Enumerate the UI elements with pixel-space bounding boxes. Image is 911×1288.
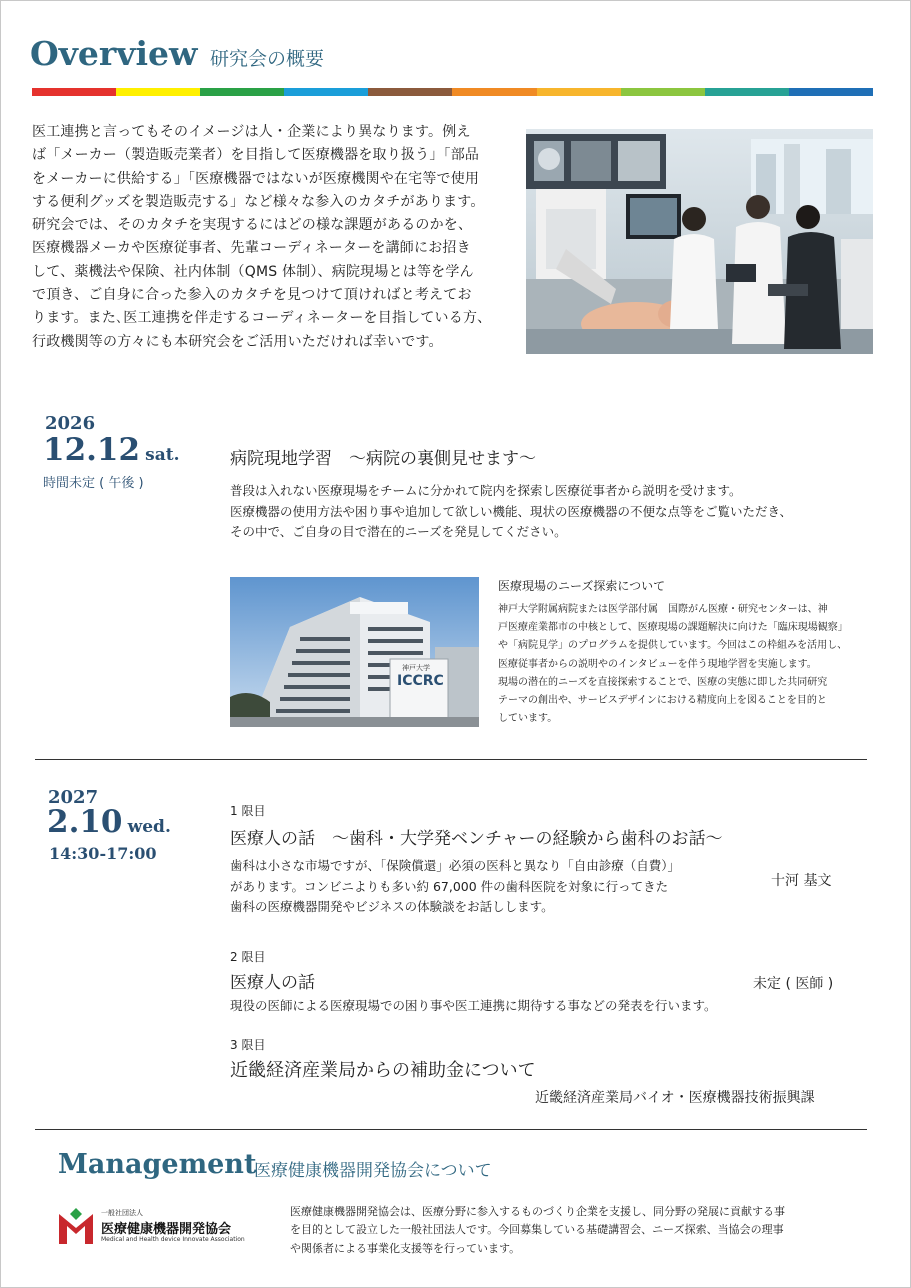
period-1-label: 1 限目 <box>230 804 266 818</box>
event1-date-dow: sat. <box>145 445 180 465</box>
intro-line: ります。また､医工連携を伴走するコーディネーターを目指している方、 <box>32 310 492 327</box>
lab-photo <box>526 129 873 354</box>
period-2-description: 現役の医師による医療現場での困り事や医工連携に期待する事などの発表を行います。 <box>230 998 717 1013</box>
needs-exploration-text <box>498 601 848 728</box>
event1-time: 時間未定 ( 午後 ) <box>43 476 144 491</box>
rainbow-segment <box>116 88 200 96</box>
section-divider <box>35 1129 867 1130</box>
management-line: を目的として設立した一般社団法人です。今回募集している基礎講習会、ニーズ探索、当協会の理事 <box>290 1223 784 1237</box>
period-1-line: 歯科は小さな市場ですが、「保険償還」必須の医科と異なり「自由診療（自費）」 <box>230 858 681 873</box>
period-2-label: 2 限目 <box>230 950 266 964</box>
event2-date-dow: wed. <box>127 817 171 837</box>
event1-desc-line: 医療機器の使用方法や困り事や追加して欲しい機能、現状の医療機器の不便な点等をご覧いただき、 <box>230 503 793 519</box>
sign-iccrc-label: ICCRC <box>397 673 444 689</box>
period-1-description <box>230 856 680 918</box>
rainbow-segment <box>368 88 452 96</box>
event1-year: 2026 <box>45 413 96 434</box>
needs-line: 神戸大学附属病院または医学部付属 国際がん医療・研究センターは、神 <box>498 604 828 615</box>
rainbow-segment <box>537 88 621 96</box>
period-1-speaker: 十河 基文 <box>771 873 832 889</box>
event2-time: 14:30-17:00 <box>49 844 157 863</box>
intro-line: ば「メーカー（製造販売業者）を目指して医療機器を取り扱う」「部品 <box>32 147 480 164</box>
period-3-label: 3 限目 <box>230 1038 266 1052</box>
intro-line: 研究会では、そのカタチを実現するにはどの様な課題があるのかを、 <box>32 217 473 234</box>
event1-description <box>230 481 792 543</box>
intro-line: する便利グッズを製造販売する」など様々な参入のカタチがあります。 <box>32 193 485 210</box>
intro-line: 医療機器メーカや医療従事者、先輩コーディネーターを講師にお招き <box>32 240 471 257</box>
overview-heading: Overview <box>30 34 198 73</box>
intro-line: して、薬機法や保険、社内体制（QMS 体制）、病院現場とは等を学ん <box>32 263 474 280</box>
overview-subheading: 研究会の概要 <box>210 48 325 70</box>
needs-line: 現場の潜在的ニーズを直接探索することで、医療の実態に即した共同研究 <box>498 676 828 688</box>
intro-line: 医工連携と言ってもそのイメージは人・企業により異なります。例え <box>32 124 471 140</box>
event2-year: 2027 <box>48 787 99 808</box>
management-line: や関係者による事業化支援等を行っています。 <box>290 1241 521 1255</box>
sign-university-label: 神戸大学 <box>402 664 430 672</box>
needs-line: 戸医療産業都市の中核として、医療現場の課題解決に向けた「臨床現場観察」 <box>498 622 848 634</box>
section-divider <box>35 759 867 760</box>
logo-org-name: 医療健康機器開発協会 <box>101 1222 232 1237</box>
intro-text <box>32 121 512 354</box>
event1-title: 病院現地学習 ～病院の裏側見せます～ <box>230 449 536 469</box>
event1-date <box>43 432 180 468</box>
rainbow-segment <box>705 88 789 96</box>
hospital-building-photo <box>230 577 479 727</box>
needs-line: テーマの創出や、サービスデザインにおける精度向上を図ることを目的と <box>498 695 827 707</box>
event1-desc-line: その中で、ご自身の目で潜在的ニーズを発見してください。 <box>230 524 567 539</box>
rainbow-segment <box>621 88 705 96</box>
period-1-title: 医療人の話 ～歯科・大学発ベンチャーの経験から歯科のお話～ <box>230 829 723 849</box>
needs-line: や「病院見学」のプログラムを提供しています。今回はこの枠組みを活用し、 <box>498 640 848 652</box>
logo-org-type: 一般社団法人 <box>101 1209 143 1217</box>
rainbow-segment <box>32 88 116 96</box>
rainbow-segment <box>200 88 284 96</box>
rainbow-segment <box>789 88 873 96</box>
logo-org-english: Medical and Health device Innovate Association <box>101 1236 245 1243</box>
association-logo-mark <box>57 1208 95 1246</box>
needs-line: しています。 <box>498 713 558 725</box>
period-2-speaker: 未定 ( 医師 ) <box>753 976 834 992</box>
needs-line: 医療従事者からの説明やのインタビューを伴う現地学習を実施します。 <box>498 658 817 670</box>
event2-date-day: 2.10 <box>47 804 123 840</box>
management-line: 医療健康機器開発協会は、医療分野に参入するものづくり企業を支援し、同分野の発展に貢献する事 <box>290 1205 785 1218</box>
period-1-line: があります。コンビニよりも多い約 67,000 件の歯科医院を対象に行ってきた <box>230 878 669 894</box>
period-3-speaker: 近畿経済産業局バイオ・医療機器技術振興課 <box>535 1090 815 1106</box>
period-3-title: 近畿経済産業局からの補助金について <box>230 1060 536 1081</box>
event1-date-day: 12.12 <box>43 432 141 468</box>
rainbow-segment <box>284 88 368 96</box>
intro-line: 行政機関等の方々にも本研究会をご活用いただければ幸いです。 <box>32 333 443 350</box>
management-heading: Management <box>58 1149 257 1180</box>
intro-line: をメーカーに供給する」「医療機器ではないが医療機関や在宅等で使用 <box>32 170 480 187</box>
association-logo <box>57 1208 267 1248</box>
management-subheading: 医療健康機器開発協会について <box>254 1161 492 1181</box>
rainbow-segment <box>452 88 536 96</box>
period-1-line: 歯科の医療機器開発やビジネスの体験談をお話しします。 <box>230 899 554 914</box>
needs-exploration-title: 医療現場のニーズ探索について <box>498 579 666 593</box>
event2-date <box>47 804 171 840</box>
period-2-title: 医療人の話 <box>230 973 315 993</box>
management-description <box>290 1203 785 1258</box>
rainbow-bar <box>32 88 873 96</box>
intro-line: で頂き、ご自身に合った参入のカタチを見つけて頂ければと考えてお <box>32 287 472 304</box>
event1-desc-line: 普段は入れない医療現場をチームに分かれて院内を探索し医療従事者から説明を受けます。 <box>230 483 742 498</box>
